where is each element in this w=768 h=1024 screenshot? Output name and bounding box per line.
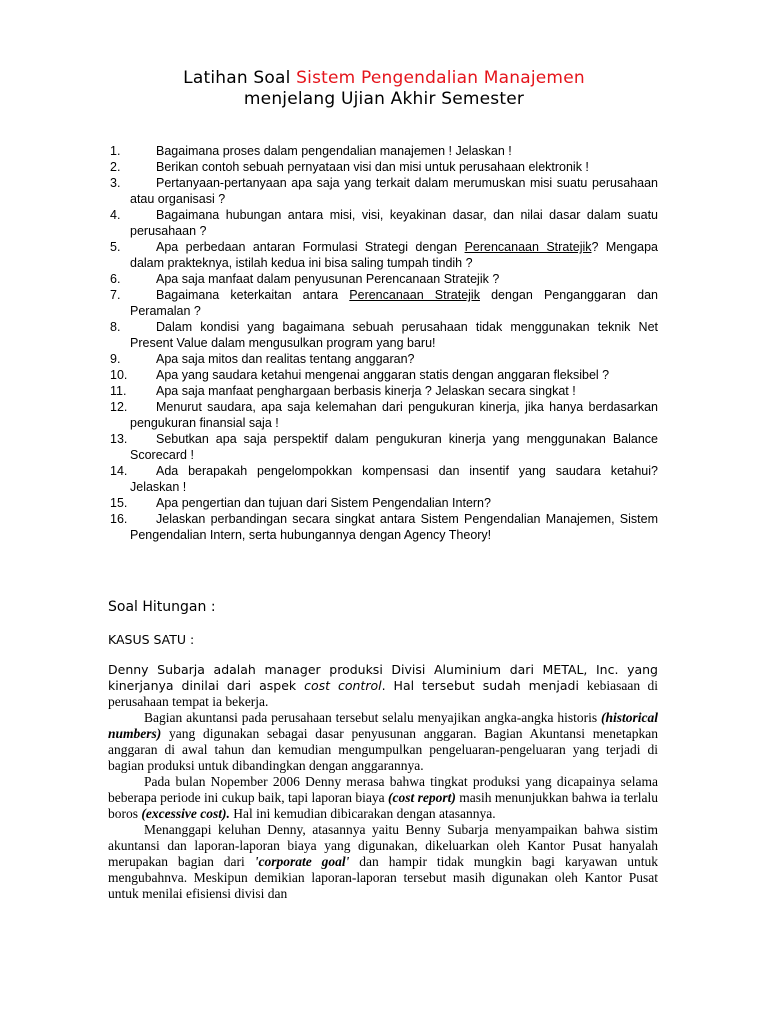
paragraph: Bagian akuntansi pada perusahaan tersebut selalu menyajikan angka-angka historis (historical numbers) yang digunakan sebagai dasar penyusunan anggaran. Bagian Akuntansi menetapkan anggaran di awal tahun dan kemudian mengumpulkan pengeluaran-pengeluaran yang terjadi di bagian produksi untuk dibandingkan dengan anggarannya.	[108, 710, 658, 773]
list-item: 10. Apa yang saudara ketahui mengenai anggaran statis dengan anggaran fleksibel ?	[110, 368, 610, 382]
underlined-term: Perencanaan Stratejik	[349, 288, 480, 302]
list-item: 3. Pertanyaan-pertanyaan apa saja yang terkait dalam merumuskan misi suatu perusahaan atau organisasi ?	[110, 176, 658, 206]
list-item: 4. Bagaimana hubungan antara misi, visi, keyakinan dasar, dan nilai dasar dalam suatu perusahaan ?	[110, 208, 658, 238]
list-item: 1. Bagaimana proses dalam pengendalian manajemen ! Jelaskan !	[110, 144, 512, 158]
list-item: 6. Apa saja manfaat dalam penyusunan Perencanaan Stratejik ?	[110, 272, 500, 286]
paragraph: Menanggapi keluhan Denny, atasannya yaitu Benny Subarja menyampaikan bahwa sistim akuntansi dan laporan-laporan biaya yang digunakan, dikeluarkan oleh Kantor Pusat hanyalah merupakan bagian dari 'corporate goal' dan hampir tidak mungkin bagi karyawan untuk mengubahnva. Meskipun demikian laporan-laporan tersebut masih digunakan oleh Kantor Pusat untuk menilai efisiensi divisi dan	[108, 822, 658, 901]
underlined-term: Perencanaan Stratejik	[464, 240, 592, 254]
title-prefix: Latihan Soal	[183, 68, 297, 88]
list-item: 8. Dalam kondisi yang bagaimana sebuah perusahaan tidak menggunakan teknik Net Present Value dalam mengusulkan program yang baru!	[110, 320, 658, 350]
page-subtitle: menjelang Ujian Akhir Semester	[243, 89, 525, 109]
title-highlight: Sistem Pengendalian Manajemen	[296, 68, 585, 88]
paragraph: Denny Subarja adalah manager produksi Divisi Aluminium dari METAL, Inc. yang kinerjanya dinilai dari aspek cost control. Hal tersebut sudah menjadi kebiasaan di perusahaan tempat ia bekerja.	[108, 662, 658, 709]
list-item: 13. Sebutkan apa saja perspektif dalam pengukuran kinerja yang menggunakan Balance Scorecard !	[110, 432, 658, 462]
page-title	[0, 68, 768, 88]
question-list	[0, 143, 768, 543]
list-item: 9. Apa saja mitos dan realitas tentang anggaran?	[110, 352, 415, 366]
list-item: 5. Apa perbedaan antaran Formulasi Strategi dengan Perencanaan Stratejik? Mengapa dalam prakteknya, istilah kedua ini bisa saling tumpah tindih ?	[110, 240, 658, 270]
paragraph: Pada bulan Nopember 2006 Denny merasa bahwa tingkat produksi yang dicapainya selama beberapa periode ini cukup baik, tapi laporan biaya (cost report) masih menunjukkan bahwa ia terlalu boros (excessive cost). Hal ini kemudian dibicarakan dengan atasannya.	[108, 774, 658, 821]
section-heading-kasus-satu: KASUS SATU :	[108, 632, 195, 647]
list-item: 15. Apa pengertian dan tujuan dari Sistem Pengendalian Intern?	[110, 496, 491, 510]
list-item: 11. Apa saja manfaat penghargaan berbasis kinerja ? Jelaskan secara singkat !	[110, 384, 576, 398]
section-heading-soal-hitungan: Soal Hitungan :	[108, 599, 216, 615]
list-item: 16. Jelaskan perbandingan secara singkat antara Sistem Pengendalian Manajemen, Sistem Pengendalian Intern, serta hubungannya dengan Agency Theory!	[110, 512, 658, 542]
list-item: 2. Berikan contoh sebuah pernyataan visi dan misi untuk perusahaan elektronik !	[110, 160, 589, 174]
list-item: 7. Bagaimana keterkaitan antara Perencanaan Stratejik dengan Penganggaran dan Peramalan ?	[110, 288, 658, 318]
list-item: 14. Ada berapakah pengelompokkan kompensasi dan insentif yang saudara ketahui? Jelaskan !	[110, 464, 658, 494]
list-item: 12. Menurut saudara, apa saja kelemahan dari pengukuran kinerja, jika hanya berdasarkan pengukuran finansial saja !	[110, 400, 658, 430]
case-body	[108, 662, 658, 902]
